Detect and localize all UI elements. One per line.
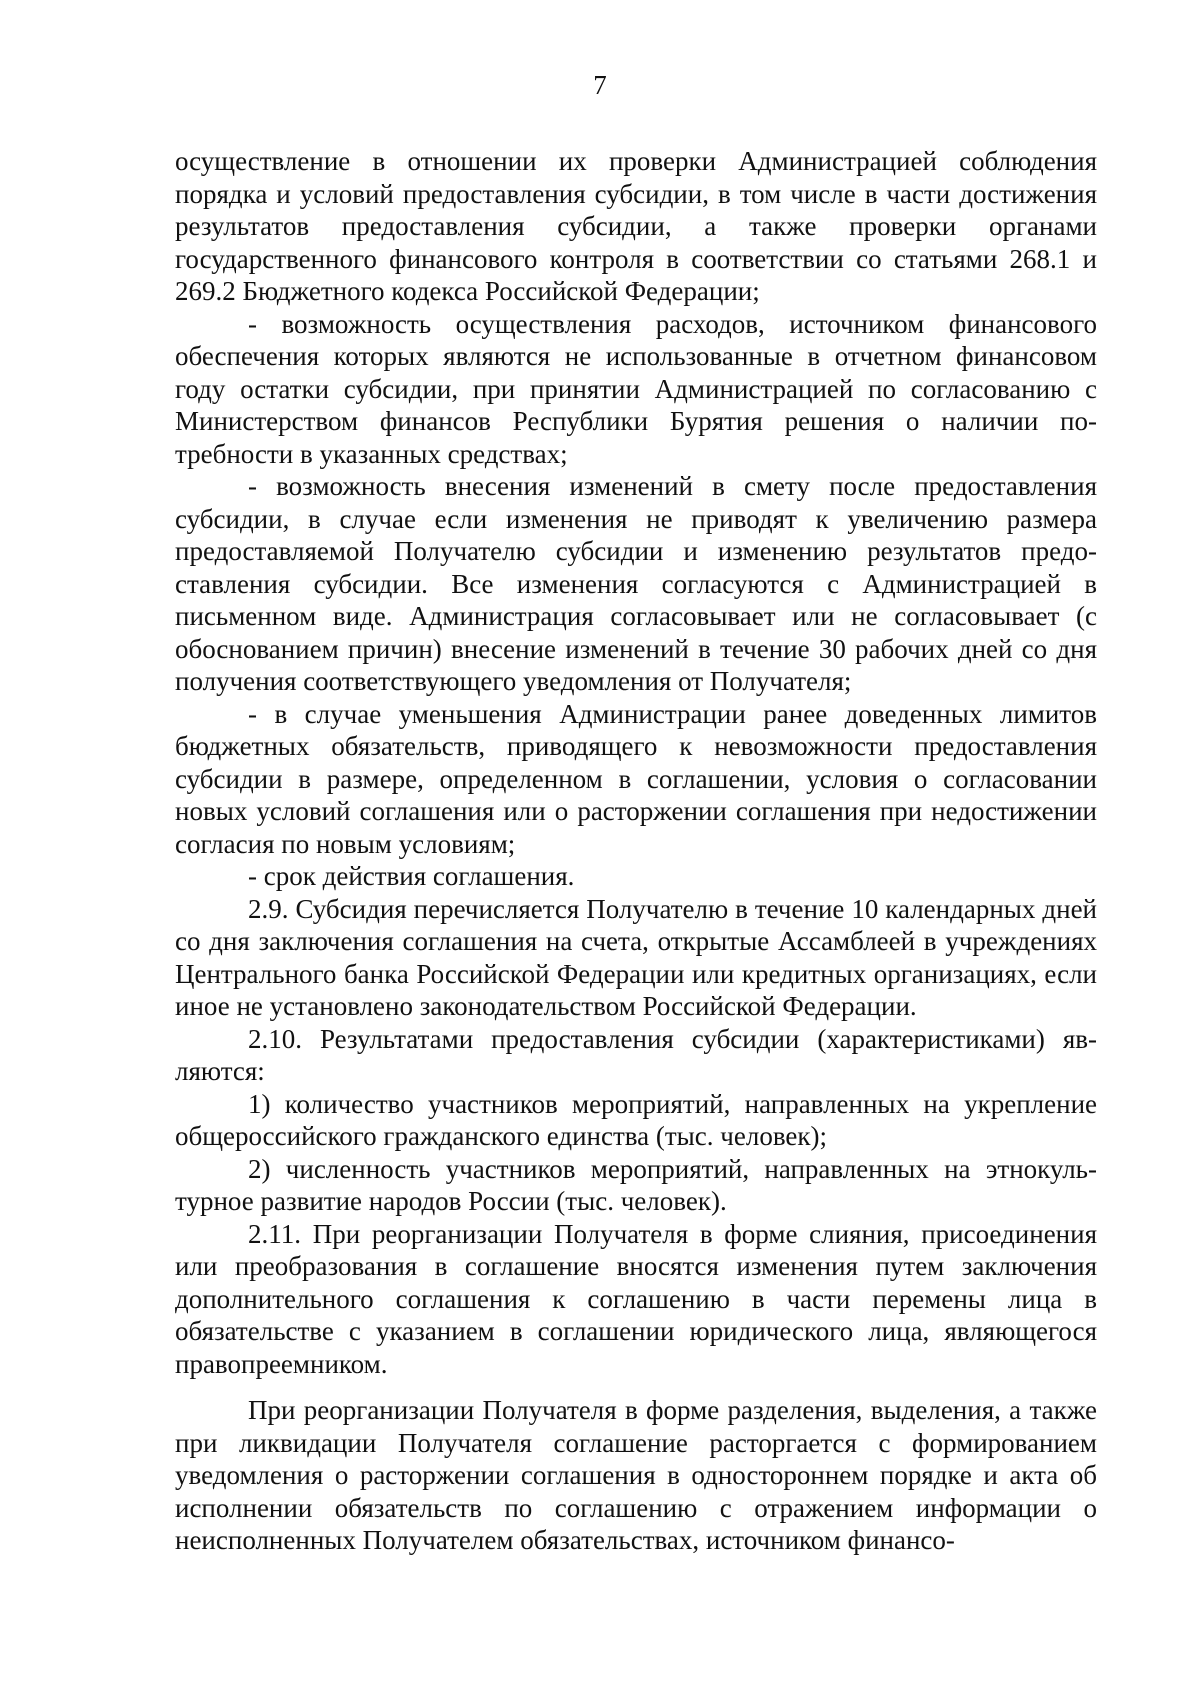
paragraph-result-1: 1) количество участников мероприятий, направленных на укрепление общероссийского гражданского единства (тыс. человек);: [175, 1088, 1097, 1151]
paragraph-estimate-changes: - возможность внесения изменений в смету после предоставления субсидии, в случае если изменения не приводят к увеличению размера предоставляемой Получателю субсидии и изменению результатов предоставления субсидии. Все изменения согласуются с Администрацией в письменном виде. Администрация согласовывает или не согласовывает (с обоснованием причин) внесение изменений в течение 30 рабочих дней со дня получения соответствующего уведомления от Получателя;: [175, 471, 1097, 696]
paragraph-2-10-results: 2.10. Результатами предоставления субсидии (характеристиками) являются:: [175, 1023, 1097, 1086]
document-body: [175, 145, 1097, 1557]
paragraph-2-9-transfer: 2.9. Субсидия перечисляется Получателю в течение 10 календарных дней со дня заключения соглашения на счета, открытые Ассамблеей в учреждениях Центрального банка Российской Федерации или кредитных организациях, если иное не установлено законодательством Российской Федерации.: [175, 893, 1097, 1021]
paragraph-agreement-term: - срок действия соглашения.: [248, 861, 575, 891]
paragraph-liquidation: При реорганизации Получателя в форме разделения, выделения, а также при ликвидации Получателя соглашение расторгается с формированием уведомления о расторжении соглашения в одностороннем порядке и акта об исполнении обязательств по соглашению с отражением информации о неисполненных Получателем обязательствах, источником финансо-: [175, 1395, 1097, 1555]
paragraph-unused-balances: - возможность осуществления расходов, источником финансового обеспечения которых являются не использованные в отчетном финансовом году остатки субсидии, при принятии Администрацией по согласованию с Министерством финансов Республики Бурятия решения о наличии потребности в указанных средствах;: [175, 308, 1097, 469]
page-number: 7: [593, 70, 607, 100]
paragraph-result-2: 2) численность участников мероприятий, направленных на этнокультурное развитие народов России (тыс. человек).: [175, 1153, 1097, 1216]
paragraph-limits-reduction: - в случае уменьшения Администрации ранее доведенных лимитов бюджетных обязательств, приводящего к невозможности предоставления субсидии в размере, определенном в соглашении, условия о согласовании новых условий соглашения или о расторжении соглашения при недостижении согласия по новым условиям;: [175, 698, 1097, 859]
paragraph-inspection-consent: осуществление в отношении их проверки Администрацией соблюдения порядка и условий предоставления субсидии, в том числе в части достижения результатов предоставления субсидии, а также проверки органами государственного финансового контроля в соответствии со статьями 268.1 и 269.2 Бюджетного кодекса Российской Федерации;: [175, 146, 1097, 306]
paragraph-2-11-reorganization: 2.11. При реорганизации Получателя в форме слияния, присоединения или преобразования в соглашение вносятся изменения путем заключения дополнительного соглашения к соглашению в части перемены лица в обязательстве с указанием в соглашении юридического лица, являющегося правопреемником.: [175, 1218, 1097, 1379]
